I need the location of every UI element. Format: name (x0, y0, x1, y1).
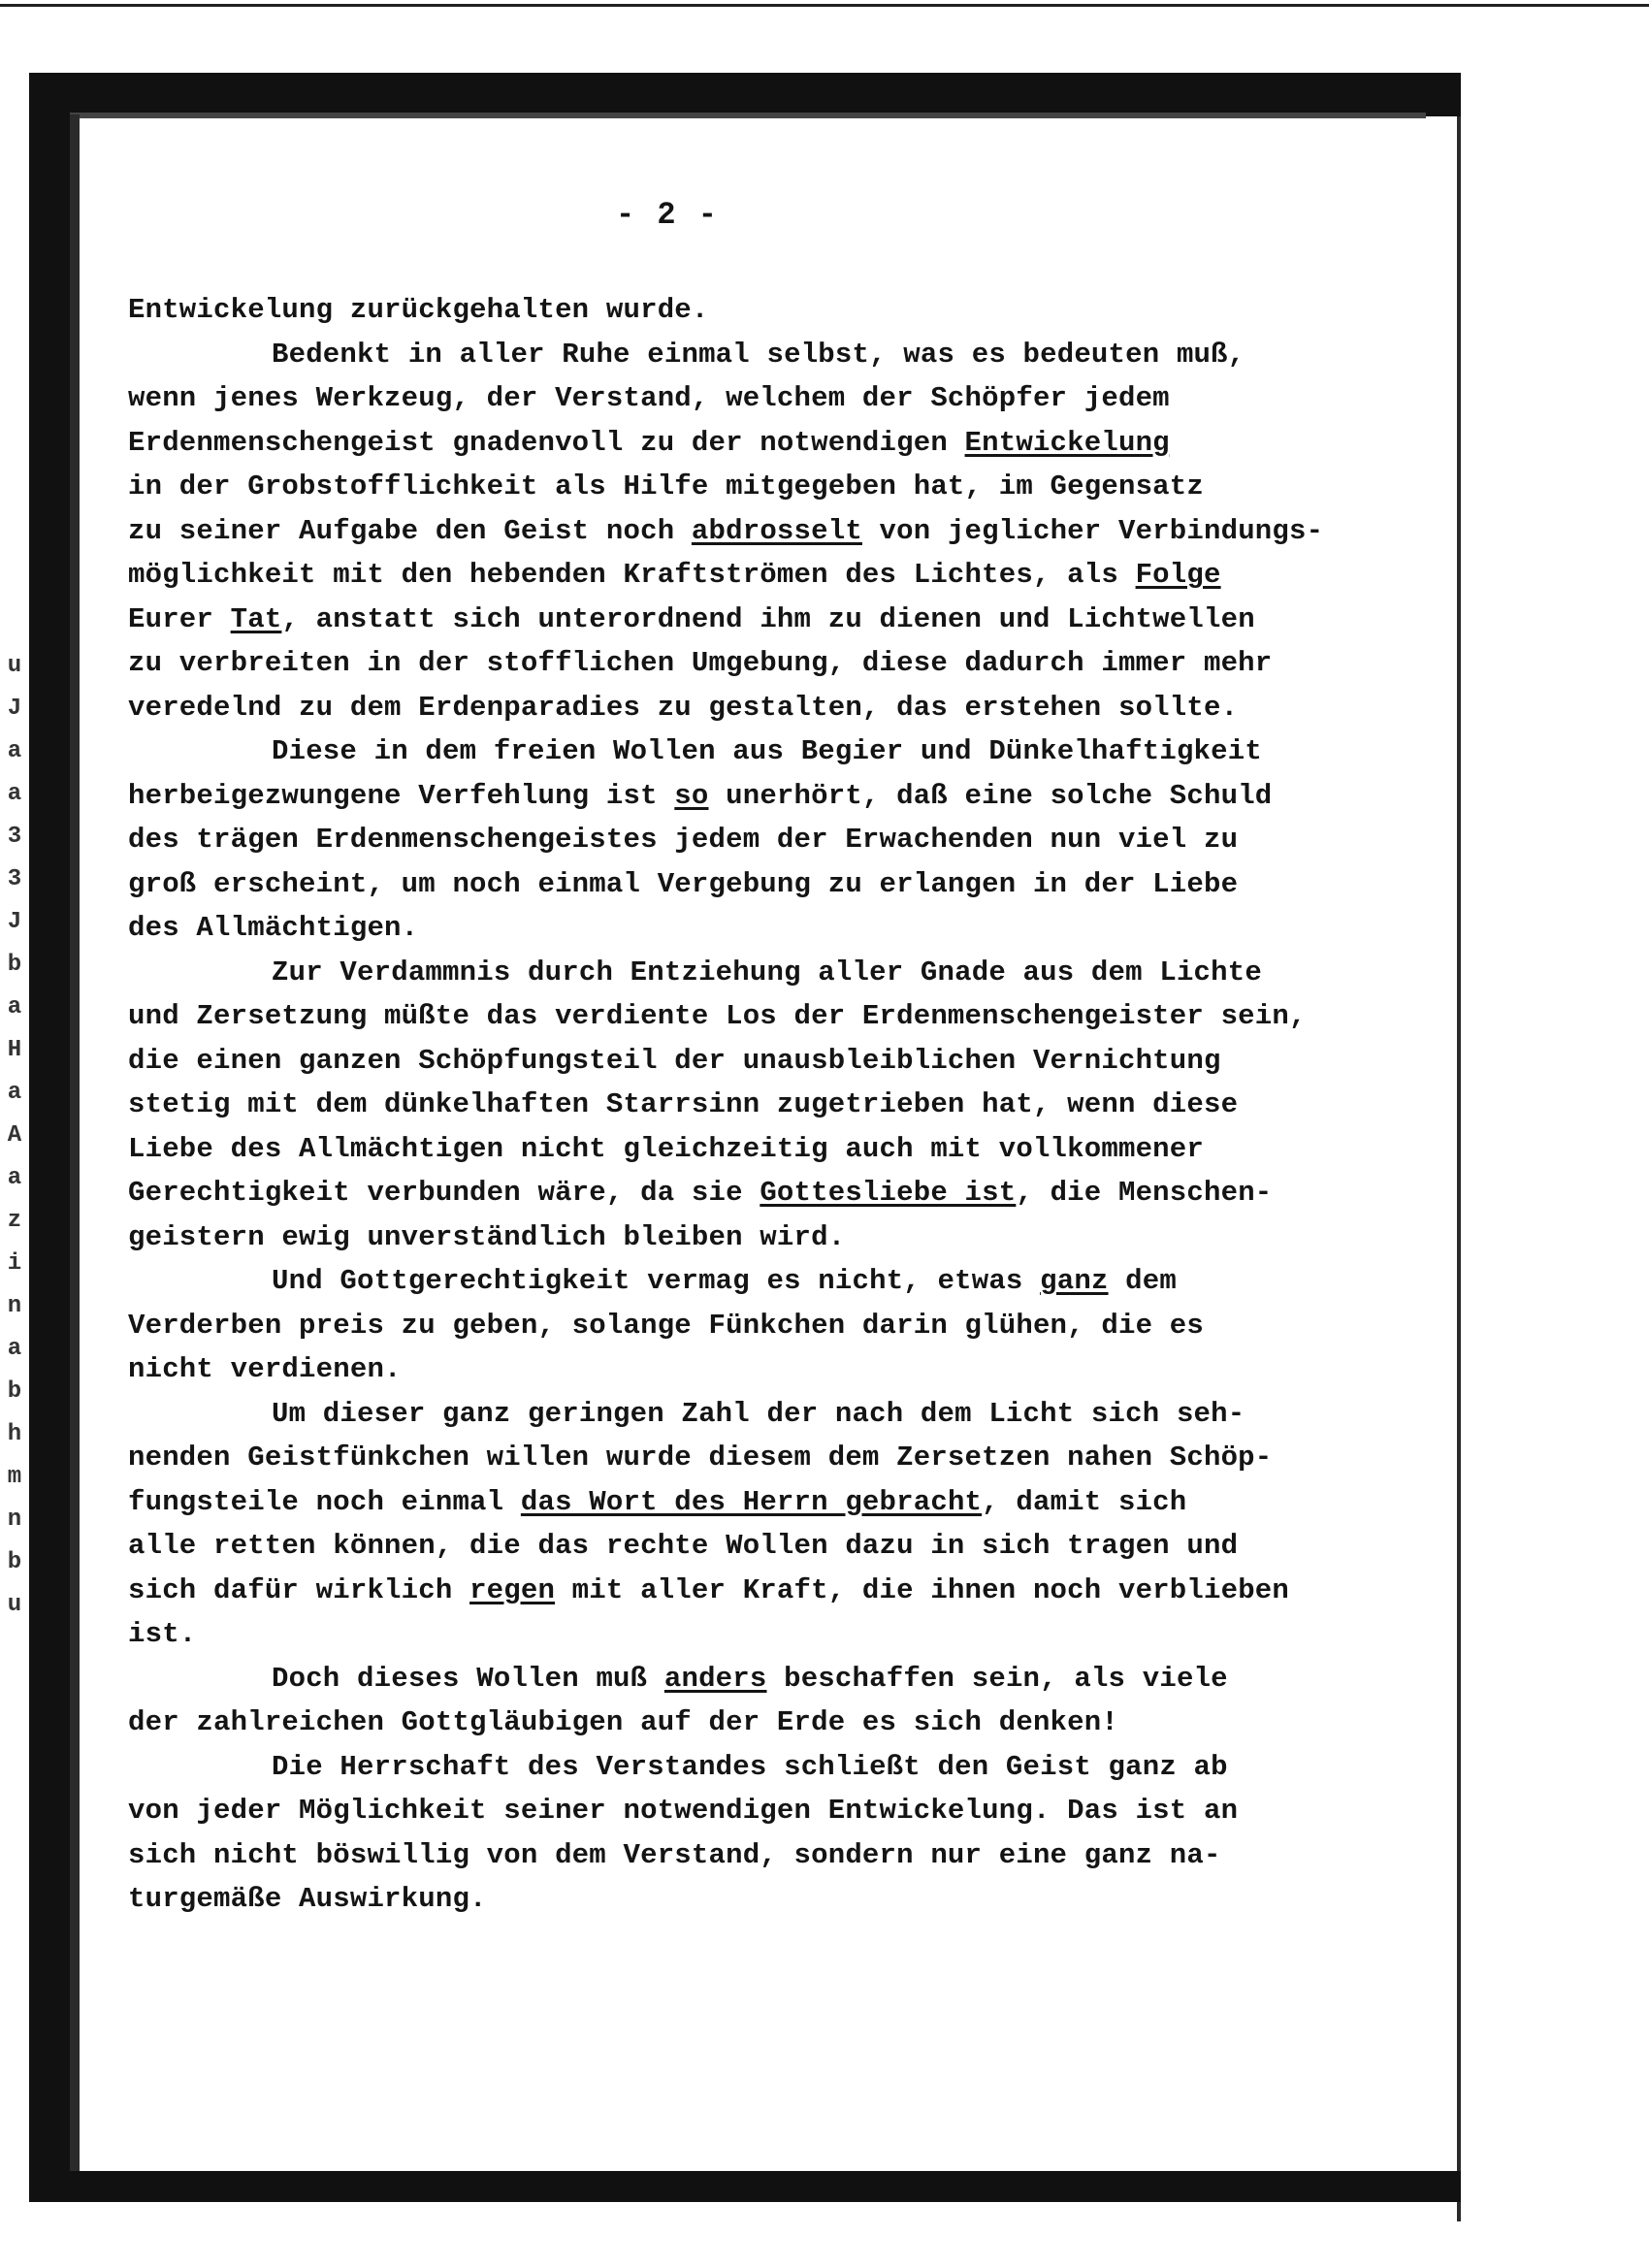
underlined-text: regen (469, 1573, 556, 1606)
text-line (128, 553, 1428, 598)
frame-bottom-border (29, 2171, 1461, 2202)
margin-mark: n (7, 1507, 22, 1533)
text-segment: von jeglicher Verbindungs- (861, 514, 1324, 547)
margin-mark: a (7, 994, 22, 1021)
margin-mark: m (7, 1464, 22, 1490)
margin-mark: A (7, 1122, 22, 1149)
text-segment: Diese in dem freien Wollen aus Begier und Dünkelhaftigkeit (272, 735, 1262, 767)
text-segment: beschaffen sein, als viele (766, 1662, 1228, 1695)
text-line (128, 1304, 1428, 1348)
text-line (128, 1524, 1428, 1569)
text-segment: nicht verdienen. (128, 1353, 402, 1385)
underlined-text: Gottesliebe ist (760, 1177, 1017, 1209)
text-line (128, 376, 1428, 421)
text-line (128, 1347, 1428, 1392)
text-line (128, 598, 1428, 642)
text-segment: wenn jenes Werkzeug, der Verstand, welchem der Schöpfer jedem (128, 382, 1170, 414)
margin-mark: H (7, 1037, 22, 1063)
text-line (128, 994, 1428, 1039)
underlined-text: Entwickelung (964, 426, 1170, 459)
margin-mark: n (7, 1293, 22, 1319)
text-segment: fungsteile noch einmal (128, 1485, 521, 1518)
text-segment: des Allmächtigen. (128, 912, 419, 944)
text-line (128, 1039, 1428, 1084)
text-segment: in der Grobstofflichkeit als Hilfe mitgegeben hat, im Gegensatz (128, 470, 1204, 502)
frame-left-border (29, 73, 70, 2197)
underlined-text: anders (663, 1662, 767, 1695)
text-line (128, 774, 1428, 819)
text-segment: , anstatt sich unterordnend ihm zu dienen und Lichtwellen (281, 602, 1255, 635)
text-line (128, 1215, 1428, 1260)
margin-mark: a (7, 1080, 22, 1106)
text-segment: turgemäße Auswirkung. (128, 1883, 487, 1915)
underlined-text: so (674, 779, 709, 812)
margin-mark: b (7, 952, 22, 978)
text-segment: Doch dieses Wollen muß (272, 1662, 664, 1695)
margin-mark: b (7, 1378, 22, 1405)
top-edge-rule (0, 4, 1649, 7)
text-segment: veredelnd zu dem Erdenparadies zu gestalten, das erstehen sollte. (128, 691, 1239, 724)
text-line (128, 1701, 1428, 1745)
text-line (128, 1083, 1428, 1127)
underlined-text: ganz (1040, 1265, 1109, 1297)
text-line (128, 333, 1428, 377)
margin-mark: a (7, 1336, 22, 1362)
text-segment: alle retten können, die das rechte Wollen dazu in sich tragen und (128, 1530, 1239, 1562)
text-segment: und Zersetzung müßte das verdiente Los der Erdenmenschengeister sein, (128, 1000, 1307, 1032)
text-line (128, 509, 1428, 554)
text-segment: der zahlreichen Gottgläubigen auf der Erde es sich denken! (128, 1706, 1118, 1738)
text-segment: zu seiner Aufgabe den Geist noch (128, 514, 692, 547)
text-line (128, 465, 1428, 509)
text-line (128, 1171, 1428, 1215)
text-segment: Erdenmenschengeist gnadenvoll zu der notwendigen (128, 426, 965, 459)
text-segment: Eurer (128, 602, 231, 635)
document-body-text (128, 288, 1428, 1922)
text-line (128, 729, 1428, 774)
text-line (128, 1569, 1428, 1613)
text-segment: Um dieser ganz geringen Zahl der nach dem Licht sich seh- (272, 1397, 1245, 1430)
page-number: - 2 - (615, 197, 719, 233)
text-line (128, 1480, 1428, 1525)
text-segment: Und Gottgerechtigkeit vermag es nicht, etwas (272, 1265, 1041, 1297)
text-segment: herbeigezwungene Verfehlung ist (128, 779, 675, 812)
underlined-text: Folge (1135, 559, 1221, 591)
text-segment: groß erscheint, um noch einmal Vergebung zu erlangen in der Liebe (128, 867, 1239, 900)
text-line (128, 288, 1428, 333)
margin-mark: z (7, 1208, 22, 1234)
text-segment: Verderben preis zu geben, solange Fünkchen darin glühen, die es (128, 1309, 1204, 1342)
text-segment: stetig mit dem dünkelhaften Starrsinn zugetrieben hat, wenn diese (128, 1088, 1239, 1120)
underlined-text: Tat (230, 602, 282, 635)
margin-mark: J (7, 909, 22, 935)
text-segment: mit aller Kraft, die ihnen noch verblieben (555, 1573, 1289, 1606)
underlined-text: abdrosselt (691, 514, 862, 547)
frame-top-border (29, 73, 1461, 116)
text-line (128, 1657, 1428, 1701)
text-line (128, 1259, 1428, 1304)
text-segment: Zur Verdammnis durch Entziehung aller Gnade aus dem Lichte (272, 956, 1262, 988)
text-segment: , die Menschen- (1016, 1177, 1273, 1209)
margin-mark: i (7, 1250, 22, 1277)
text-segment: Die Herrschaft des Verstandes schließt den Geist ganz ab (272, 1750, 1228, 1783)
text-segment: nenden Geistfünkchen willen wurde diesem dem Zersetzen nahen Schöp- (128, 1442, 1273, 1474)
text-segment: von jeder Möglichkeit seiner notwendigen Entwickelung. Das ist an (128, 1795, 1239, 1827)
margin-mark: u (7, 653, 22, 679)
text-line (128, 1436, 1428, 1480)
text-segment: Entwickelung zurückgehalten wurde. (128, 294, 709, 326)
margin-mark: b (7, 1549, 22, 1575)
text-line (128, 421, 1428, 466)
margin-mark: 3 (7, 866, 22, 892)
text-line (128, 686, 1428, 730)
margin-mark: 3 (7, 824, 22, 850)
text-line (128, 1612, 1428, 1657)
text-segment: Bedenkt in aller Ruhe einmal selbst, was es bedeuten muß, (272, 338, 1245, 371)
margin-mark: a (7, 738, 22, 764)
text-line (128, 1745, 1428, 1790)
margin-bleed-through-marks (2, 645, 27, 1627)
text-line (128, 1877, 1428, 1922)
text-segment: unerhört, daß eine solche Schuld (708, 779, 1273, 812)
text-segment: ist. (128, 1618, 197, 1650)
margin-mark: a (7, 1165, 22, 1191)
margin-mark: h (7, 1421, 22, 1447)
text-segment: sich dafür wirklich (128, 1573, 470, 1606)
margin-mark: u (7, 1592, 22, 1618)
text-line (128, 818, 1428, 862)
margin-mark: J (7, 696, 22, 722)
frame-left-shadow (70, 114, 80, 2190)
text-segment: möglichkeit mit den hebenden Kraftströmen des Lichtes, als (128, 559, 1136, 591)
text-segment: Liebe des Allmächtigen nicht gleichzeitig auch mit vollkommener (128, 1132, 1204, 1165)
text-segment: die einen ganzen Schöpfungsteil der unausbleiblichen Vernichtung (128, 1044, 1221, 1077)
frame-top-shadow (68, 113, 1426, 118)
text-line (128, 862, 1428, 907)
text-segment: sich nicht böswillig von dem Verstand, sondern nur eine ganz na- (128, 1838, 1221, 1871)
text-line (128, 1127, 1428, 1172)
text-segment: des trägen Erdenmenschengeistes jedem der Erwachenden nun viel zu (128, 824, 1239, 856)
text-segment: , damit sich (982, 1485, 1187, 1518)
text-line (128, 906, 1428, 951)
text-line (128, 1392, 1428, 1437)
text-line (128, 1833, 1428, 1878)
text-segment: Gerechtigkeit verbunden wäre, da sie (128, 1177, 760, 1209)
text-segment: dem (1108, 1265, 1177, 1297)
underlined-text: das Wort des Herrn gebracht (520, 1485, 983, 1518)
text-line (128, 1789, 1428, 1833)
text-segment: geistern ewig unverständlich bleiben wird. (128, 1220, 846, 1253)
text-line (128, 641, 1428, 686)
margin-mark: a (7, 781, 22, 807)
text-line (128, 951, 1428, 995)
text-segment: zu verbreiten in der stofflichen Umgebung, diese dadurch immer mehr (128, 647, 1273, 679)
